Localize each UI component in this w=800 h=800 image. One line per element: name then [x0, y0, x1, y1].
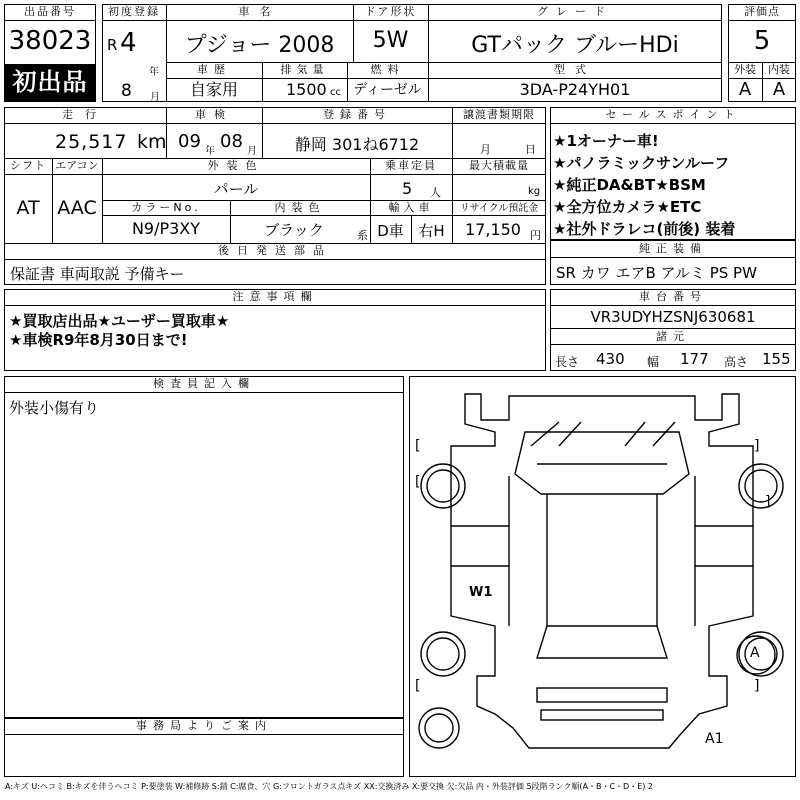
grade-label: グレード: [537, 5, 613, 18]
model-label: 型式: [554, 63, 596, 76]
chassis-label: 車台番号: [639, 290, 707, 303]
inspector-label: 検査員記入欄: [153, 377, 255, 390]
chassis-value: VR3UDYHZSNJ630681: [590, 308, 756, 326]
aircon-value: AAC: [57, 197, 97, 219]
width-value: 177: [680, 350, 709, 368]
exterior-color-label: 外装色: [207, 159, 265, 172]
max-load-unit: kg: [528, 186, 541, 197]
svg-text:]: ]: [754, 678, 760, 694]
sales-points-label: セールスポイント: [605, 108, 741, 121]
ext-score-label: 外装: [734, 63, 756, 76]
later-parts-label: 後日発送部品: [218, 244, 332, 257]
displacement-value: 1500: [286, 80, 327, 99]
int-score-label: 内装: [768, 63, 790, 76]
height-label: 高さ: [724, 355, 749, 369]
inspection-year-unit: 年: [205, 146, 215, 157]
sales-point-2: ★パノラミックサンルーフ: [553, 154, 730, 172]
name-label: 車名: [238, 5, 281, 18]
aircon-label: エアコン: [55, 159, 99, 172]
reg-label: 初度登録: [108, 5, 160, 18]
shift-label: シフト: [10, 159, 46, 172]
ext-score: A: [738, 79, 752, 100]
fuel-label: 燃料: [370, 63, 405, 76]
inspector-value: 外装小傷有り: [9, 399, 100, 417]
lot-number: 38023: [8, 26, 92, 56]
capacity-value: 5: [402, 179, 413, 198]
inspector-box: [4, 376, 404, 718]
recycle-label: リサイクル預託金: [459, 203, 539, 214]
transfer-month: 月: [480, 143, 491, 156]
shift-value: AT: [16, 197, 40, 219]
doors-value: 5W: [372, 28, 409, 53]
inspection-year: 09: [178, 131, 201, 152]
sales-point-4: ★全方位カメラ★ETC: [553, 198, 702, 216]
damage-mark-a: A: [750, 645, 760, 661]
dims-label: 諸元: [656, 330, 690, 343]
car-damage-diagram: [409, 376, 796, 777]
sales-point-5: ★社外ドラレコ(前後) 装着: [553, 220, 736, 238]
reg-month: 8: [121, 81, 132, 101]
displacement-label: 排気量: [280, 63, 329, 76]
score-label: 評価点: [744, 5, 780, 18]
doors-label: ドア形状: [364, 5, 417, 18]
inspection-month: 08: [220, 131, 243, 152]
score-value: 5: [753, 26, 771, 56]
svg-text:]: ]: [765, 494, 771, 510]
import-value-2: 右H: [418, 222, 445, 240]
height-value: 155: [762, 350, 791, 368]
inspection-label: 車検: [195, 108, 233, 121]
reg-year-unit: 年: [149, 67, 159, 78]
width-label: 幅: [647, 355, 660, 369]
first-listing-text: 初出品: [12, 68, 88, 96]
import-value-1: D車: [377, 222, 404, 240]
reg-year: 4: [120, 28, 137, 58]
notes-line-2: ★車検R9年8月30日まで!: [9, 331, 188, 349]
max-load-label: 最大積載量: [469, 159, 529, 172]
svg-text:[: [: [415, 678, 421, 694]
history-label: 車歴: [197, 63, 231, 76]
damage-mark-a1: A1: [705, 731, 724, 747]
color-no-label: カラーNo.: [131, 201, 201, 214]
interior-color-suffix: 系: [357, 229, 368, 242]
recycle-value: 17,150: [465, 220, 521, 239]
notes-label: 注意事項欄: [232, 290, 318, 303]
length-value: 430: [596, 350, 625, 368]
import-label: 輸入車: [388, 201, 434, 214]
svg-text:]: ]: [754, 438, 760, 454]
grade-value: GTパック ブルーHDi: [471, 33, 679, 58]
capacity-label: 乗車定員: [385, 159, 437, 172]
length-label: 長さ: [555, 355, 580, 369]
later-parts-value: 保証書 車両取説 予備キー: [10, 265, 185, 283]
history-value: 自家用: [189, 80, 238, 99]
color-no-value: N9/P3XY: [131, 219, 201, 238]
sales-point-3: ★純正DA&BT★BSM: [553, 176, 706, 194]
transfer-day: 日: [525, 143, 536, 156]
plate-value: 静岡 301ね6712: [294, 135, 420, 154]
plate-label: 登録番号: [323, 108, 391, 121]
notes-line-1: ★買取店出品★ユーザー買取車★: [9, 312, 230, 330]
reg-era: R: [107, 36, 118, 54]
damage-mark-w1: W1: [469, 585, 493, 600]
inspection-month-unit: 月: [247, 146, 257, 157]
svg-text:[: [: [415, 474, 421, 490]
mileage-value: 25,517: [55, 131, 128, 153]
mileage-label: 走行: [62, 108, 108, 121]
fuel-value: ディーゼル: [353, 82, 422, 98]
sales-point-1: ★1オーナー車!: [553, 132, 659, 150]
reg-month-unit: 月: [150, 92, 160, 103]
office-label: 事務局よりご案内: [136, 719, 272, 732]
displacement-unit: cc: [330, 87, 341, 98]
lot-label: 出品番号: [24, 5, 76, 18]
transfer-label: 譲渡書類期限: [463, 108, 535, 121]
interior-color-value: ブラック: [264, 221, 324, 239]
mileage-unit: km: [137, 131, 167, 153]
capacity-unit: 人: [430, 186, 441, 199]
equipment-value: SR カワ エアB アルミ PS PW: [556, 264, 757, 282]
exterior-color-value: パール: [213, 180, 259, 198]
int-score: A: [772, 79, 786, 100]
equipment-label: 純正装備: [639, 242, 707, 255]
interior-color-label: 内装色: [274, 201, 326, 214]
legend-text: A:キズ U:ヘコミ B:キズを伴うヘコミ P:要塗装 W:補修跡 S:錆 C:腐食、穴 G:フロントガラス点キズ XX:交換済み X:要交換 欠:欠品 内・外装評価 5段階ランク順(A・B・C・D・E) 2: [5, 782, 654, 791]
svg-text:[: [: [415, 438, 421, 454]
recycle-unit: 円: [530, 229, 541, 242]
model-value: 3DA-P24YH01: [519, 80, 631, 99]
car-name: プジョー 2008: [184, 33, 335, 58]
